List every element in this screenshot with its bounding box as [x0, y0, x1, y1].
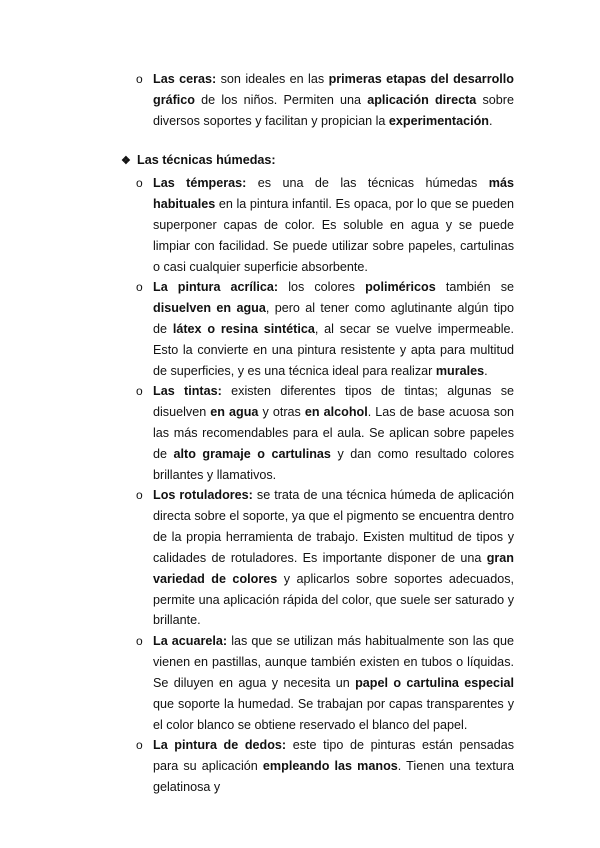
paragraph-ceras: Las ceras: son ideales en las primeras etapas del desarrollo gráfico de los niños. Permiten una aplicación directa sobre diversos soportes y facilitan y propician la experimentación. [153, 72, 514, 128]
paragraph-rotuladores: Los rotuladores: se trata de una técnica húmeda de aplicación directa sobre el soporte, ya que el pigmento se encuentra dentro de la propia herramienta de trabajo. Existen multitud de tipos y calidades de rotuladores. Es importante disponer de una gran variedad de colores y aplicarlos sobre soportes adecuados, permite una aplicación rápida del color, que suele ser saturado y brillante. [153, 488, 514, 628]
paragraph-pintura-dedos: La pintura de dedos: este tipo de pinturas están pensadas para su aplicación empleando las manos. Tienen una textura gelatinosa y [153, 738, 515, 794]
paragraph-tintas: Las tintas: existen diferentes tipos de tintas; algunas se disuelven en agua y otras en alcohol. Las de base acuosa son las más recomendables para el aula. Se aplican sobre papeles de alto gramaje o cartulinas y dan como resultado colores brillantes y llamativos. [153, 384, 515, 482]
paragraph-temperas: Las témperas: es una de las técnicas húmedas más habituales en la pintura infantil. Es opaca, por lo que se pueden superponer capas de color. Es soluble en agua y se puede limpiar con facilidad. Se puede utilizar sobre papeles, cartulinas o casi cualquier superficie absorbente. [153, 176, 514, 274]
list-bullet: o [136, 176, 143, 190]
paragraph-acuarela: La acuarela: las que se utilizan más habitualmente son las que vienen en pastillas, aunque también existen en tubos o líquidas. Se diluyen en agua y necesita un papel o cartulina especial que soporte la humedad. Se trabajan por capas transparentes y el color blanco se obtiene reservado el blanco del papel. [153, 634, 514, 732]
term-acrilica: La pintura acrílica: [153, 280, 279, 294]
diamond-bullet-icon: ❖ [121, 155, 131, 167]
paragraph-acrilica: La pintura acrílica: los colores poliméricos también se disuelven en agua, pero al tener como aglutinante algún tipo de látex o resina sintética, al secar se vuelve impermeable. Esto la convierte en una pintura resistente y apta para multitud de superficies, y es una técnica ideal para realizar murales. [153, 280, 514, 378]
term-tintas: Las tintas: [153, 384, 222, 398]
list-bullet: o [136, 280, 143, 294]
list-bullet: o [136, 72, 143, 86]
term-temperas: Las témperas: [153, 176, 247, 190]
list-bullet: o [136, 488, 143, 502]
term-rotuladores: Los rotuladores: [153, 488, 253, 502]
term-ceras: Las ceras: [153, 72, 217, 86]
section-title: Las técnicas húmedas: [137, 153, 276, 167]
list-bullet: o [136, 384, 143, 398]
section-heading [121, 150, 276, 172]
term-pintura-dedos: La pintura de dedos: [153, 738, 287, 752]
list-bullet: o [136, 738, 143, 752]
list-bullet: o [136, 634, 143, 648]
term-acuarela: La acuarela: [153, 634, 228, 648]
